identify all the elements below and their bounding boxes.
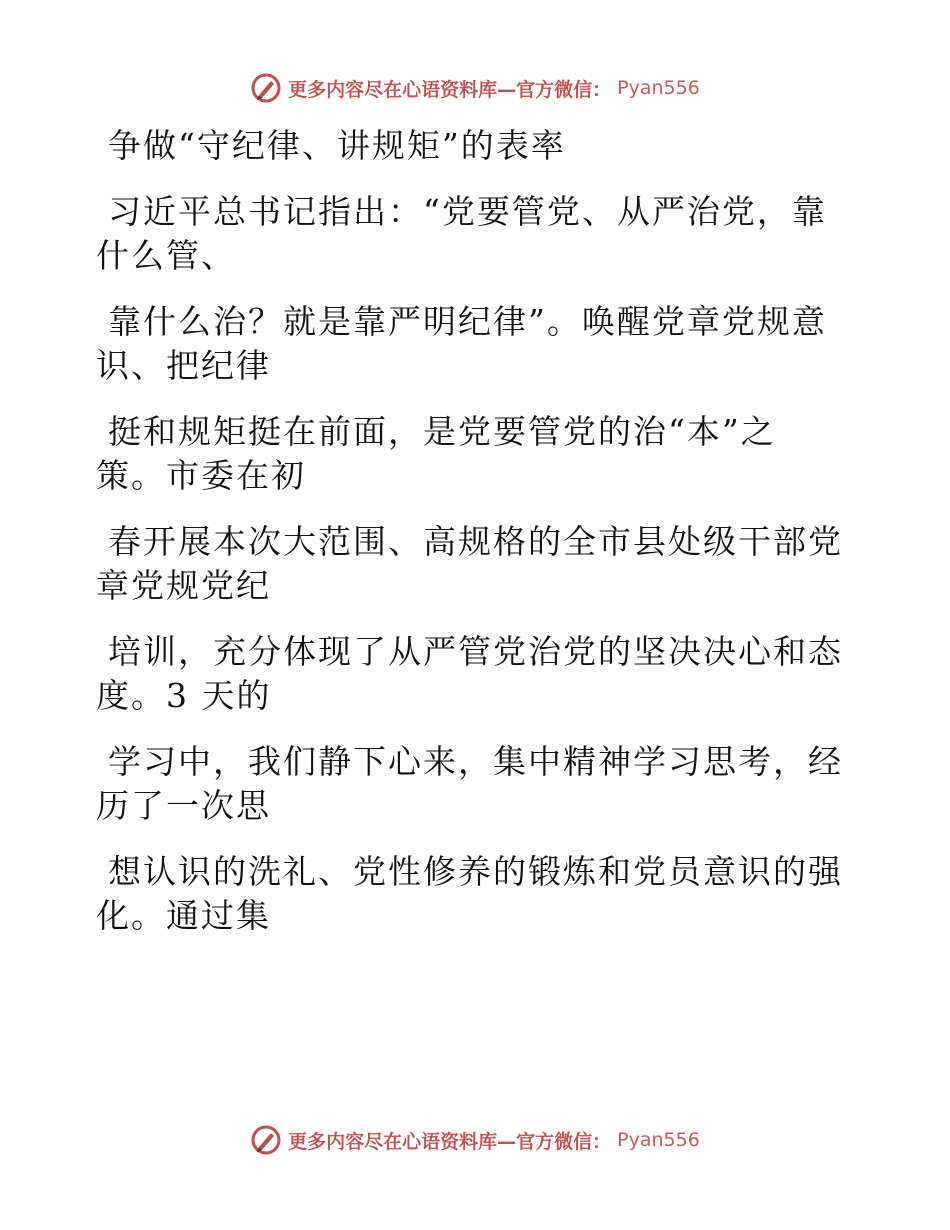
page-footer-banner: [0, 1124, 950, 1156]
text-line: 章党规党纪: [96, 566, 271, 605]
footer-wechat-id: Pyan556: [617, 1129, 700, 1151]
text-line: 培训，充分体现了从严管党治党的坚决决心和态: [108, 632, 843, 671]
text-line: 度。3 天的: [96, 676, 272, 715]
page-header-banner: [0, 72, 950, 104]
text-line: 什么管、: [96, 236, 236, 275]
pen-logo-icon: [250, 72, 282, 104]
text-line: 习近平总书记指出：“党要管党、从严治党，靠: [108, 192, 827, 231]
text-line: 想认识的洗礼、党性修养的锻炼和党员意识的强: [108, 852, 843, 891]
text-line: 历了一次思: [96, 786, 271, 825]
header-banner-text: 更多内容尽在心语资料库—官方微信：: [288, 78, 612, 101]
text-line: 化。通过集: [96, 896, 271, 935]
text-line: 春开展本次大范围、高规格的全市县处级干部党: [108, 522, 843, 561]
document-body: [96, 124, 843, 938]
text-line: 识、把纪律: [96, 346, 271, 385]
pen-logo-icon: [250, 1124, 282, 1156]
document-title: 争做“守纪律、讲规矩”的表率: [108, 126, 566, 165]
header-wechat-id: Pyan556: [617, 77, 700, 99]
text-line: 学习中，我们静下心来，集中精神学习思考，经: [108, 742, 843, 781]
text-line: 策。市委在初: [96, 456, 306, 495]
text-line: 挺和规矩挺在前面，是党要管党的治“本”之: [108, 412, 776, 451]
footer-banner-text: 更多内容尽在心语资料库—官方微信：: [288, 1130, 612, 1153]
text-line: 靠什么治？就是靠严明纪律”。唤醒党章党规意: [108, 302, 827, 341]
